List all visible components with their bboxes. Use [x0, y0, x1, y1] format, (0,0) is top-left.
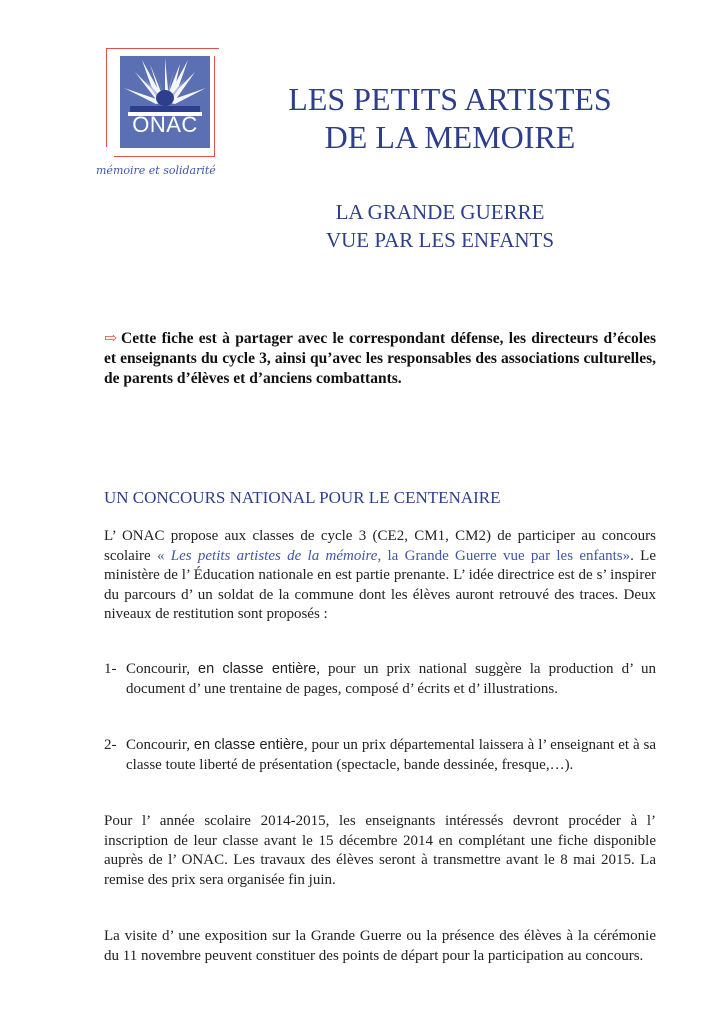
list-body	[126, 660, 656, 699]
dates-paragraph: Pour l’ année scolaire 2014-2015, les enseignants intéressés devront procéder à l’ inscription de leur classe avant le 15 décembre 2014 en complétant une fiche disponible auprès de l’ ONAC. Les travaux des élèves seront à transmettre avant le 8 mai 2015. La remise des prix sera organisée fin juin.	[104, 813, 656, 888]
visit-paragraph: La visite d’ une exposition sur la Grande Guerre ou la présence des élèves à la cérémonie du 11 novembre peuvent constituer des points de départ pour la participation au concours.	[104, 928, 656, 964]
list-item	[104, 736, 656, 775]
title-line-1: LES PETITS ARTISTES	[288, 81, 612, 117]
list-body	[126, 736, 656, 775]
quote-open: «	[156, 547, 171, 564]
list-emphasis: en classe entière	[198, 661, 317, 677]
list-text: , pour un prix départemental laissera à l’ enseignant et à sa classe toute liberté de présentation (spectacle, bande dessinée, fresque,…).	[126, 737, 657, 773]
list-item	[104, 660, 656, 699]
intro-continuation: . Le ministère de l’ Éducation nationale en est partie prenante. L’ idée directrice est de s’ inspirer du parcours d’ un soldat de la commune dont les élèves auront retrouvé des traces. Deux niveaux de restitution sont proposés :	[104, 547, 657, 623]
list-lead: Concourir,	[126, 661, 198, 677]
contest-subtitle: , la Grande Guerre vue par les enfants»	[377, 547, 631, 564]
list-emphasis: en classe entière	[193, 737, 304, 753]
list-lead: Concourir,	[126, 737, 194, 753]
list-text: , pour un prix national suggère la production d’ un document d’ une trentaine de pages, composé d’ écrits et d’ illustrations.	[126, 661, 656, 697]
title-line-2: DE LA MEMOIRE	[324, 119, 576, 155]
list-number: 2-	[104, 737, 117, 753]
subtitle-line-1: LA GRANDE GUERRE	[335, 200, 545, 224]
arrow-right-icon: ⇨	[104, 330, 117, 347]
intro-paragraph	[104, 527, 656, 625]
contest-name: Les petits artistes de la mémoire	[170, 547, 378, 564]
subtitle-line-2: VUE PAR LES ENFANTS	[325, 228, 555, 252]
onac-logo	[96, 48, 226, 190]
page-title	[240, 80, 660, 156]
page-subtitle	[240, 198, 640, 254]
logo-tagline: mémoire et solidarité	[96, 164, 216, 177]
contest-title	[157, 548, 630, 564]
logo-name: ONAC	[132, 112, 198, 137]
sharing-note	[104, 329, 656, 389]
sharing-note-text: Cette fiche est à partager avec le correspondant défense, les directeurs d’écoles et enseignants du cycle 3, ainsi qu’avec les responsables des associations culturelles, de parents d’élèves et d’anciens combattants.	[104, 330, 656, 387]
intro-text: L’ ONAC propose aux classes de cycle 3 (CE2, CM1, CM2) de participer au concours scolaire	[104, 528, 656, 564]
list-number: 1-	[104, 661, 117, 677]
section-title: UN CONCOURS NATIONAL POUR LE CENTENAIRE	[104, 488, 501, 507]
